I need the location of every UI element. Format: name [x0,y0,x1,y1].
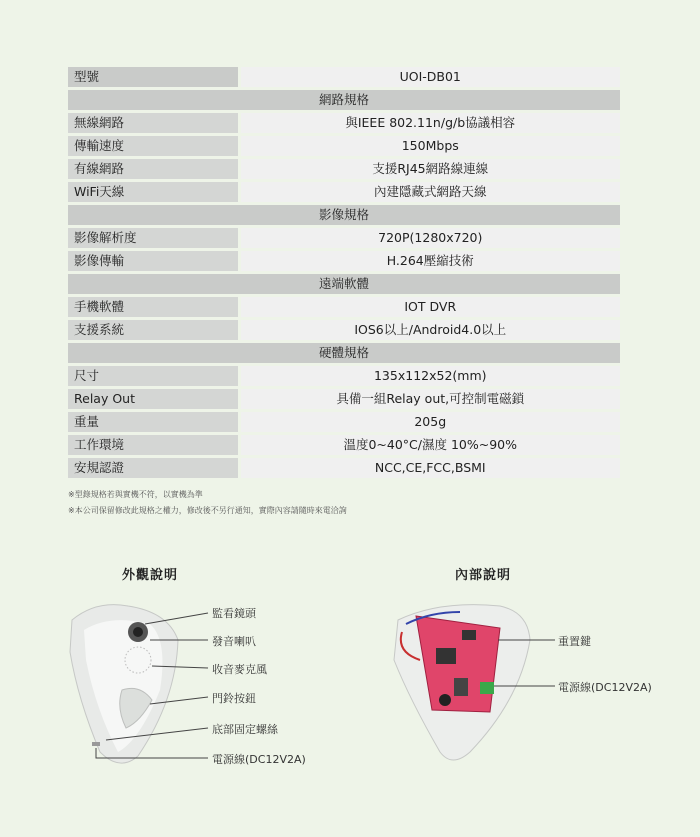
spec-section-title: 硬體規格 [68,342,620,365]
doorbell-exterior-image [70,605,178,763]
spec-label: 影像解析度 [68,227,239,250]
spec-value: 支援RJ45網路線連線 [239,158,620,181]
interior-title: 內部說明 [455,568,512,583]
spec-value: 溫度0~40°C/濕度 10%~90% [239,434,620,457]
callout-speaker: 發音喇叭 [212,635,256,648]
spec-section-title: 遠端軟體 [68,273,620,296]
spec-value: 205g [239,411,620,434]
spec-value: 135x112x52(mm) [239,365,620,388]
spec-value: 具備一組Relay out,可控制電磁鎖 [239,388,620,411]
spec-label: 工作環境 [68,434,239,457]
spec-value: 150Mbps [239,135,620,158]
callout-bottom-screw: 底部固定螺絲 [212,723,278,736]
callout-camera-lens: 監看鏡頭 [212,607,256,620]
exterior-title: 外觀說明 [122,568,179,583]
spec-label: 安規認證 [68,457,239,480]
callout-microphone: 收音麥克風 [212,663,267,676]
spec-section-title: 網路規格 [68,89,620,112]
note-spec-disclaimer: ※型錄規格若與實機不符，以實機為準 [68,490,203,499]
spec-label: 手機軟體 [68,296,239,319]
spec-label: 無線網路 [68,112,239,135]
callout-interior-power-cable: 電源線(DC12V2A) [558,681,652,694]
spec-label: WiFi天線 [68,181,239,204]
spec-label: 有線網路 [68,158,239,181]
spec-value: UOI-DB01 [239,67,620,89]
spec-value: IOT DVR [239,296,620,319]
spec-label: 傳輸速度 [68,135,239,158]
callout-doorbell-button: 門鈴按鈕 [212,692,256,705]
spec-label: 影像傳輸 [68,250,239,273]
callout-reset-key: 重置鍵 [558,635,591,648]
spec-label: Relay Out [68,388,239,411]
spec-value: H.264壓縮技術 [239,250,620,273]
callout-power-cable: 電源線(DC12V2A) [212,753,306,766]
spec-label: 尺寸 [68,365,239,388]
spec-value: IOS6以上/Android4.0以上 [239,319,620,342]
spec-value: 與IEEE 802.11n/g/b協議相容 [239,112,620,135]
spec-value: NCC,CE,FCC,BSMI [239,457,620,480]
doorbell-interior-image [394,605,530,760]
spec-label: 型號 [68,67,239,89]
note-rights-reserved: ※本公司保留修改此規格之權力，修改後不另行通知，實際內容請隨時來電洽詢 [68,506,347,515]
spec-label: 支援系統 [68,319,239,342]
spec-value: 720P(1280x720) [239,227,620,250]
spec-section-title: 影像規格 [68,204,620,227]
spec-value: 內建隱藏式網路天線 [239,181,620,204]
spec-label: 重量 [68,411,239,434]
